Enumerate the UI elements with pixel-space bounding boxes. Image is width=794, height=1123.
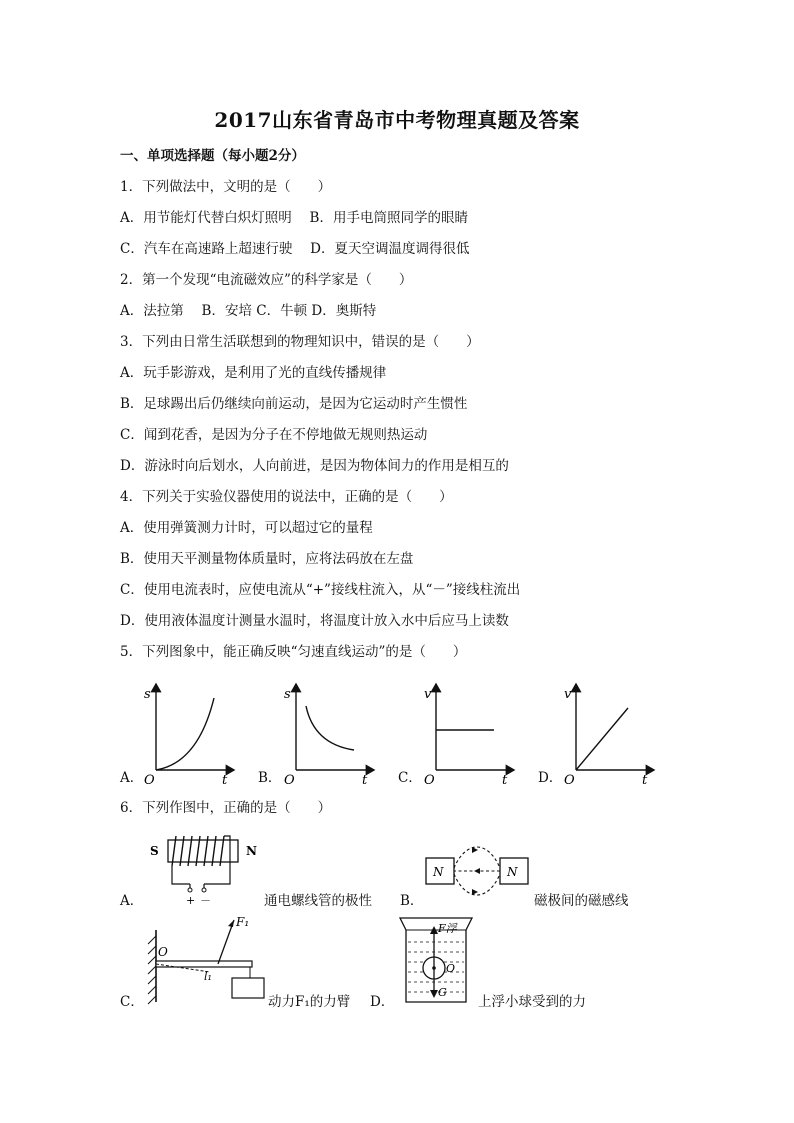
q6-ball-figure	[396, 914, 476, 1006]
q6-solenoid-figure	[140, 828, 266, 908]
q5-label-c: C．	[398, 770, 422, 786]
q1-stem: 1．下列做法中，文明的是（ ）	[120, 179, 332, 195]
q5b-x-axis-label: t	[362, 773, 368, 786]
q6d-gravity-label: G	[438, 986, 447, 999]
q2-options: A．法拉第 B．安培 C．牛顿 D．奥斯特	[120, 303, 377, 319]
q5-graph-a	[138, 678, 238, 786]
q3-option-a: A．玩手影游戏，是利用了光的直线传播规律	[120, 365, 387, 381]
q6-label-c: C．	[120, 994, 144, 1010]
q5a-x-axis-label: t	[222, 773, 228, 786]
q6-caption-d: 上浮小球受到的力	[478, 994, 586, 1010]
q5c-origin: O	[424, 773, 435, 786]
q4-option-a: A．使用弹簧测力计时，可以超过它的量程	[120, 520, 373, 536]
q5a-y-axis-label: s	[144, 687, 151, 702]
q3-option-d: D．游泳时向后划水，人向前进，是因为物体间力的作用是相互的	[120, 458, 509, 474]
q6a-pole-right: N	[246, 844, 257, 858]
q5b-y-axis-label: s	[284, 687, 291, 702]
q6-lever-figure	[142, 914, 268, 1006]
q5b-origin: O	[284, 773, 295, 786]
q6a-pole-left: S	[150, 844, 159, 858]
q6a-plus: +	[186, 894, 196, 907]
q6-label-b: B．	[400, 893, 424, 909]
q5d-y-axis-label: v	[564, 687, 572, 702]
q5-stem: 5．下列图象中，能正确反映“匀速直线运动”的是（ ）	[120, 644, 467, 660]
page-title: 2017山东省青岛市中考物理真题及答案	[214, 108, 580, 132]
q5-label-b: B．	[258, 770, 282, 786]
q6-caption-a: 通电螺线管的极性	[264, 893, 372, 909]
q6c-origin: O	[158, 945, 168, 959]
q5c-y-axis-label: v	[424, 687, 432, 702]
q6d-buoyancy-label: F浮	[438, 922, 457, 935]
q6-magnet-figure	[420, 830, 536, 910]
q4-option-d: D．使用液体温度计测量水温时，将温度计放入水中后应马上读数	[120, 613, 509, 629]
q3-option-b: B．足球踢出后仍继续向前运动，是因为它运动时产生惯性	[120, 396, 468, 412]
q6-stem: 6．下列作图中，正确的是（ ）	[120, 800, 332, 816]
q6-label-d: D．	[370, 994, 395, 1010]
q4-stem: 4．下列关于实验仪器使用的说法中，正确的是（ ）	[120, 489, 453, 505]
q6-label-a: A．	[120, 893, 144, 909]
q1-options-ab: A．用节能灯代替白炽灯照明 B．用手电筒照同学的眼睛	[120, 210, 468, 226]
q6d-center-label: O	[446, 962, 456, 975]
q6c-arm-label: l₁	[204, 970, 212, 983]
q5-label-a: A．	[120, 770, 144, 786]
q3-option-c: C．闻到花香，是因为分子在不停地做无规则热运动	[120, 427, 428, 443]
q5-label-d: D．	[538, 770, 563, 786]
q4-option-b: B．使用天平测量物体质量时，应将法码放在左盘	[120, 551, 414, 567]
q5-graph-d	[558, 678, 658, 786]
q3-stem: 3．下列由日常生活联想到的物理知识中，错误的是（ ）	[120, 334, 480, 350]
q5-graph-c	[418, 678, 518, 786]
q5-graph-b	[278, 678, 378, 786]
q5a-origin: O	[144, 773, 155, 786]
q5d-x-axis-label: t	[642, 773, 648, 786]
q6-caption-c: 动力F₁的力臂	[268, 994, 351, 1010]
q6c-force-label: F₁	[236, 915, 250, 929]
q5d-origin: O	[564, 773, 575, 786]
q5c-x-axis-label: t	[502, 773, 508, 786]
section-heading: 一、单项选择题（每小题2分）	[120, 148, 305, 164]
q4-option-c: C．使用电流表时，应使电流从“+”接线柱流入，从“－”接线柱流出	[120, 582, 521, 598]
q1-options-cd: C．汽车在高速路上超速行驶 D．夏天空调温度调得很低	[120, 241, 470, 257]
q2-stem: 2．第一个发现“电流磁效应”的科学家是（ ）	[120, 272, 413, 288]
q6b-pole-left: N	[433, 865, 444, 879]
q6a-minus: －	[200, 894, 211, 907]
q6b-pole-right: N	[507, 865, 518, 879]
q6-caption-b: 磁极间的磁感线	[534, 893, 629, 909]
